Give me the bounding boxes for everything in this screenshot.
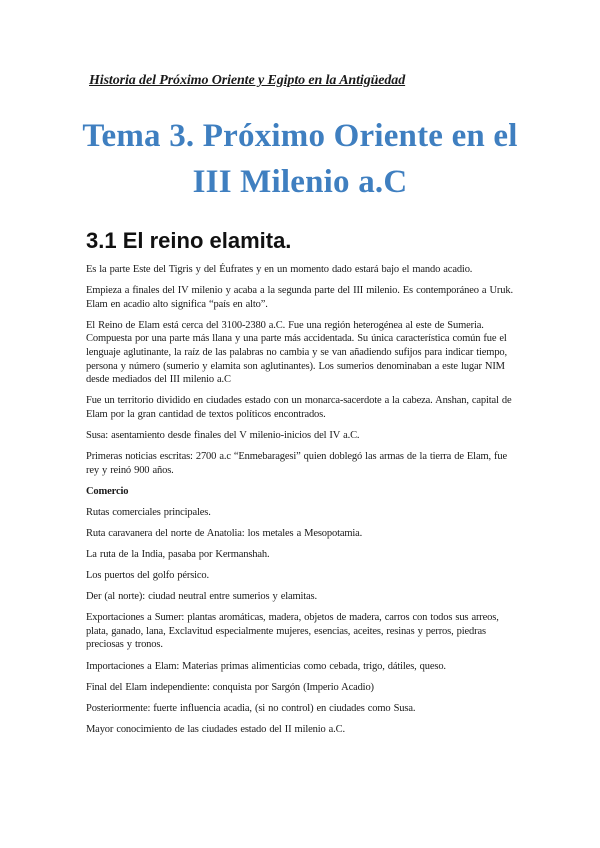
paragraph: Der (al norte): ciudad neutral entre sumerios y elamitas.	[86, 591, 317, 603]
paragraph: Importaciones a Elam: Materias primas alimenticias como cebada, trigo, dátiles, queso.	[86, 660, 446, 672]
subheading: Comercio	[86, 485, 129, 497]
paragraph: El Reino de Elam está cerca del 3100-2380 a.C. Fue una región heterogénea al este de Sumeria. Compuesta por una parte más llana y una parte más accidentada. Su única característica común fue el lenguaje aglutinante, la raíz de las palabras no cambia y se van añadiendo sufijos para indicar tiempo, persona y número (sumerio y elamita son aglutinantes). Los sumerios denominaban a este lugar NIM desde mediados del III milenio a.C	[86, 319, 507, 386]
paragraph: Mayor conocimiento de las ciudades estado del II milenio a.C.	[86, 723, 345, 735]
course-header: Historia del Próximo Oriente y Egipto en la Antigüedad	[89, 73, 406, 88]
paragraph: Fue un territorio dividido en ciudades estado con un monarca-sacerdote a la cabeza. Anshan, capital de Elam por la gran cantidad de textos políticos encontrados.	[86, 395, 512, 420]
paragraph: Es la parte Este del Tigris y del Éufrates y en un momento dado estará bajo el mando acadio.	[86, 264, 473, 275]
paragraph: Ruta caravanera del norte de Anatolia: los metales a Mesopotamia.	[86, 527, 363, 539]
page-title: Tema 3. Próximo Oriente en el III Milenio a.C	[82, 118, 518, 200]
section-heading: 3.1 El reino elamita.	[86, 228, 292, 253]
paragraph: Rutas comerciales principales.	[86, 506, 211, 518]
paragraph: Final del Elam independiente: conquista por Sargón (Imperio Acadio)	[86, 681, 374, 693]
paragraph: La ruta de la India, pasaba por Kermanshah.	[86, 549, 270, 560]
paragraph: Empieza a finales del IV milenio y acaba a la segunda parte del III milenio. Es contemporáneo a Uruk. Elam en acadio alto significa “país en alto”.	[86, 285, 513, 310]
paragraph: Exportaciones a Sumer: plantas aromáticas, madera, objetos de madera, carros con todos sus arreos, plata, ganado, lana, Exclavitud especialmente mujeres, esencias, aceites, resinas y perros, piedras preciosas y tronos.	[86, 612, 499, 651]
body-text	[86, 263, 522, 744]
paragraph: Primeras noticias escritas: 2700 a.c “Enmebaragesi” quien doblegó las armas de la tierra de Elam, fue rey y reinó 900 años.	[86, 451, 507, 476]
paragraph: Susa: asentamiento desde finales del V milenio-inicios del IV a.C.	[86, 429, 360, 441]
paragraph: Los puertos del golfo pérsico.	[86, 570, 209, 582]
paragraph: Posteriormente: fuerte influencia acadia, (si no control) en ciudades como Susa.	[86, 702, 416, 714]
